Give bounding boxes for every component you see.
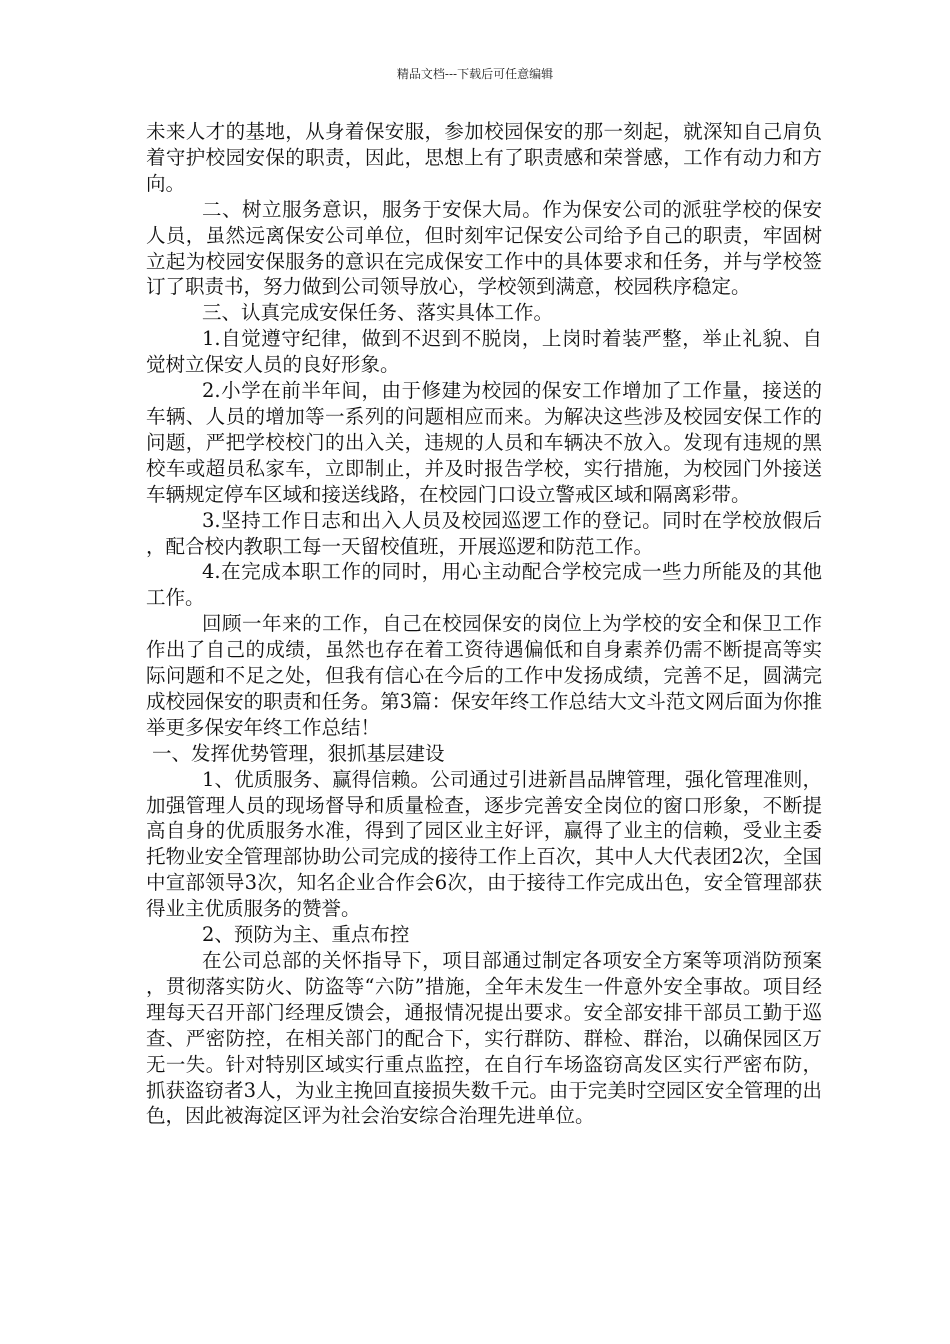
paragraph-item-2: 2.小学在前半年间，由于修建为校园的保安工作增加了工作量，接送的车辆、人员的增加等一系列的问题相应而来。为解决这些涉及校园安保工作的问题，严把学校校门的出入关，违规的人员和车辆决不放入。发现有违规的黑校车或超员私家车，立即制止，并及时报告学校，实行措施，为校园门外接送车辆规定停车区域和接送线路，在校园门口设立警戒区域和隔离彩带。 <box>146 379 822 506</box>
paragraph-item-4: 4.在完成本职工作的同时，用心主动配合学校完成一些力所能及的其他工作。 <box>146 560 822 610</box>
paragraph-item-1: 1.自觉遵守纪律，做到不迟到不脱岗，上岗时着装严整，举止礼貌、自觉树立保安人员的良好形象。 <box>146 327 822 377</box>
paragraph-intro-continuation: 未来人才的基地，从身着保安服，参加校园保安的那一刻起，就深知自己肩负着守护校园安保的职责，因此，思想上有了职责感和荣誉感，工作有动力和方向。 <box>146 120 822 195</box>
paragraph-prevention-body: 在公司总部的关怀指导下，项目部通过制定各项安全方案等项消防预案，贯彻落实防火、防盗等“六防”措施，全年未发生一件意外安全事故。项目经理每天召开部门经理反馈会，通报情况提出要求。安全部安排干部员工勤于巡查、严密防控，在相关部门的配合下，实行群防、群检、群治，以确保园区万无一失。针对特别区域实行重点监控，在自行车场盗窃高发区实行严密布防，抓获盗窃者3人，为业主挽回直接损失数千元。由于完美时空园区安全管理的出色，因此被海淀区评为社会治安综合治理先进单位。 <box>146 949 822 1128</box>
paragraph-quality-service: 1、优质服务、赢得信赖。公司通过引进新昌品牌管理，强化管理准则，加强管理人员的现场督导和质量检查，逐步完善安全岗位的窗口形象，不断提高自身的优质服务水准，得到了园区业主好评，赢得了业主的信赖，受业主委托物业安全管理部协助公司完成的接待工作上百次，其中人大代表团2次，全国中宣部领导3次，知名企业合作会6次，由于接待工作完成出色，安全管理部获得业主优质服务的赞誉。 <box>146 767 822 921</box>
page-header: 精品文档---下载后可任意编辑 <box>396 67 554 81</box>
paragraph-item-3: 3.坚持工作日志和出入人员及校园巡逻工作的登记。同时在学校放假后，配合校内教职工每一天留校值班，开展巡逻和防范工作。 <box>146 508 822 558</box>
paragraph-service-awareness: 二、树立服务意识，服务于安保大局。作为保安公司的派驻学校的保安人员，虽然远离保安公司单位，但时刻牢记保安公司给予自己的职责，牢固树立起为校园安保服务的意识在完成保安工作中的具体要求和任务，并与学校签订了职责书，努力做到公司领导放心，学校领到满意，校园秩序稳定。 <box>146 197 822 299</box>
paragraph-prevention-heading: 2、预防为主、重点布控 <box>202 923 410 947</box>
paragraph-review: 回顾一年来的工作，自己在校园保安的岗位上为学校的安全和保卫工作作出了自己的成绩，虽然也存在着工资待遇偏低和自身素养仍需不断提高等实际问题和不足之处，但我有信心在今后的工作中发扬成绩，完善不足，圆满完成校园保安的职责和任务。第3篇：保安年终工作总结大文斗范文网后面为你推举更多保安年终工作总结！ <box>146 612 822 739</box>
section-heading-advantage-management: 一、发挥优势管理，狠抓基层建设 <box>152 741 445 765</box>
document-body <box>146 119 822 1129</box>
paragraph-section-three-heading: 三、认真完成安保任务、落实具体工作。 <box>202 301 554 325</box>
